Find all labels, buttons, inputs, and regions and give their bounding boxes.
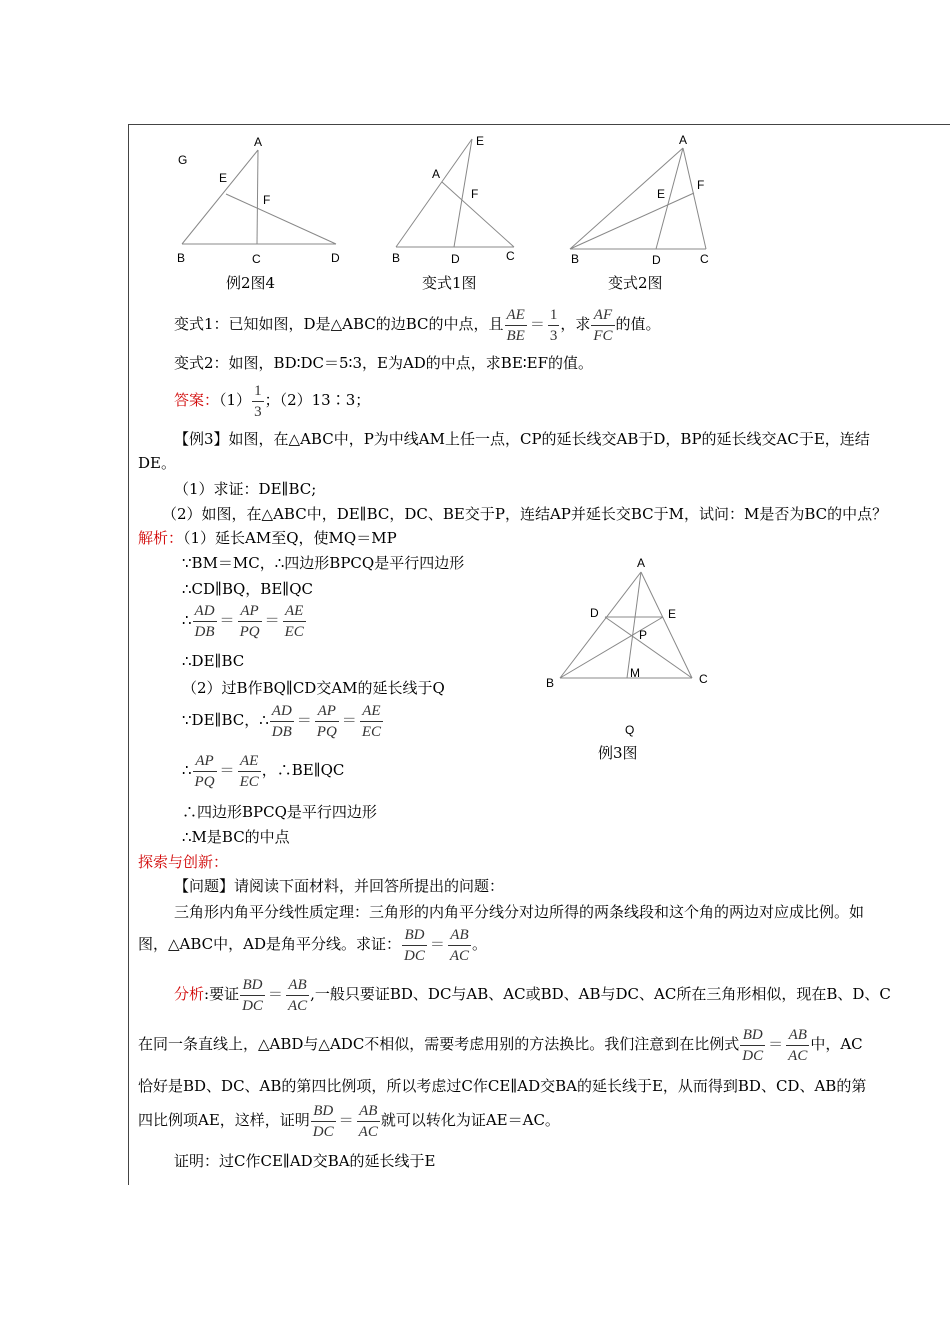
fraction-ab-ac: $\frac{AB}{AC}$	[788, 1026, 808, 1064]
solution-step9: ∴四边形BPCQ是平行四边形	[182, 803, 377, 821]
explore-theorem: 三角形内角平分线性质定理：三角形的内角平分线分对边所得的两条线段和这个角的两边对应成比例。如	[174, 903, 865, 921]
fraction-ad-db: $\frac{AD}{DB}$	[194, 602, 215, 640]
label-D: D	[652, 253, 661, 267]
solution-label: 解析：	[138, 529, 184, 547]
fraction-ab-ac: $\frac{AB}{AC}$	[287, 976, 308, 1014]
label-D: D	[331, 251, 340, 265]
label-P: P	[639, 628, 648, 642]
solution-step1: 解析：（1）延长AM至Q，使MQ＝MP	[138, 529, 397, 547]
solution-step6: （2）过B作BQ∥CD交AM的延长线于Q	[182, 679, 445, 697]
answer-line: 答案：（1） $\frac{1}{3}$ ；（2）13∶3；	[174, 382, 371, 420]
caption-example2-fig4: 例2图4	[226, 274, 276, 292]
fraction-bd-dc: $\frac{BD}{DC}$	[742, 1026, 764, 1064]
fraction-ab-ac: $\frac{AB}{AC}$	[449, 926, 470, 964]
solution-step7: ∵DE∥BC，∴ $\frac{AD}{DB}$ ＝ $\frac{AP}{PQ}$ ＝ $\frac{AE}{EC}$	[182, 702, 381, 740]
label-A: A	[679, 133, 688, 147]
label-E: E	[476, 134, 485, 148]
label-A: A	[637, 556, 646, 570]
example3-question2: （2）如图，在△ABC中，DE∥BC，DC、BE交于P，连结AP并延长交BC于M，试问：M是否为BC的中点？	[162, 505, 888, 523]
figure-example2-fig4	[170, 128, 360, 268]
fraction-ap-pq: $\frac{AP}{PQ}$	[194, 752, 215, 790]
fraction-ae-ec: $\frac{AE}{EC}$	[284, 602, 304, 640]
fraction-ae-ec: $\frac{AE}{EC}$	[361, 702, 381, 740]
fraction-bd-dc: $\frac{BD}{DC}$	[312, 1102, 334, 1140]
label-G: G	[178, 153, 188, 167]
figure-variant2	[564, 128, 724, 268]
analysis-line2: 在同一条直线上，△ABD与△ADC不相似，需要考虑用别的方法换比。我们注意到在比例式 $\frac{BD}{DC}$ ＝ $\frac{AB}{AC}$ 中，AC	[138, 1026, 863, 1064]
variant1-text: 变式1：已知如图，D是△ABC的边BC的中点，且 $\frac{AE}{BE}$ ＝ $\frac{1}{3}$ ，求 $\frac{AF}{FC}$ 的值。	[174, 306, 661, 344]
example3-statement-cont: DE。	[138, 454, 176, 472]
solution-step4: ∴ $\frac{AD}{DB}$ ＝ $\frac{AP}{PQ}$ ＝ $\frac{AE}{EC}$	[182, 602, 304, 640]
label-C: C	[700, 252, 709, 266]
fraction-ad-db: $\frac{AD}{DB}$	[271, 702, 292, 740]
label-B: B	[571, 252, 580, 266]
figure-example3	[540, 552, 720, 742]
caption-variant1: 变式1图	[422, 274, 477, 292]
label-C: C	[252, 252, 261, 266]
caption-example3: 例3图	[598, 744, 638, 762]
label-A: A	[432, 167, 441, 181]
label-B: B	[177, 251, 186, 265]
fraction-answer: $\frac{1}{3}$	[254, 382, 262, 420]
fraction-ab-ac: $\frac{AB}{AC}$	[358, 1102, 378, 1140]
answer-label: 答案：	[174, 391, 220, 409]
example3-question1: （1）求证：DE∥BC;	[174, 480, 317, 498]
label-C: C	[699, 672, 708, 686]
analysis-line4: 四比例项AE，这样，证明 $\frac{BD}{DC}$ ＝ $\frac{AB}{AC}$ 就可以转化为证AE＝AC。	[138, 1102, 560, 1140]
label-F: F	[697, 178, 705, 192]
fraction-ae-be: $\frac{AE}{BE}$	[506, 306, 525, 344]
solution-step10: ∴M是BC的中点	[182, 828, 290, 846]
solution-step5: ∴DE∥BC	[182, 652, 245, 670]
label-C: C	[506, 249, 515, 263]
label-F: F	[471, 187, 479, 201]
explore-theorem-cont: 图，△ABC中，AD是角平分线。求证： $\frac{BD}{DC}$ ＝ $\frac{AB}{AC}$ 。	[138, 926, 488, 964]
fraction-one-third: $\frac{1}{3}$	[549, 306, 558, 344]
solution-step3: ∴CD∥BQ，BE∥QC	[182, 580, 313, 598]
label-E: E	[657, 187, 666, 201]
example3-statement: 【例3】如图，在△ABC中，P为中线AM上任一点，CP的延长线交AB于D，BP的延长线交AC于E，连结	[174, 430, 870, 448]
label-E: E	[219, 171, 228, 185]
variant2-text: 变式2：如图，BD∶DC＝5∶3，E为AD的中点，求BE∶EF的值。	[174, 354, 594, 372]
fraction-bd-dc: $\frac{BD}{DC}$	[242, 976, 263, 1014]
label-E: E	[668, 607, 677, 621]
explore-heading: 探索与创新：	[138, 853, 229, 871]
label-B: B	[546, 676, 555, 690]
label-Q: Q	[625, 723, 635, 737]
solution-step2: ∵BM＝MC，∴四边形BPCQ是平行四边形	[182, 554, 465, 572]
label-D: D	[590, 606, 599, 620]
fraction-ae-ec: $\frac{AE}{EC}$	[239, 752, 259, 790]
label-A: A	[254, 135, 263, 149]
fraction-bd-dc: $\frac{BD}{DC}$	[404, 926, 425, 964]
label-D: D	[451, 252, 460, 266]
fraction-af-fc: $\frac{AF}{FC}$	[593, 306, 613, 344]
analysis-line1: 分析:要证 $\frac{BD}{DC}$ ＝ $\frac{AB}{AC}$ ,一般只要证BD、DC与AB、AC或BD、AB与DC、AC所在三角形相似，现在B、D、C	[174, 976, 891, 1014]
label-B: B	[392, 251, 401, 265]
solution-step8: ∴ $\frac{AP}{PQ}$ ＝ $\frac{AE}{EC}$ ，∴BE∥QC	[182, 752, 345, 790]
caption-variant2: 变式2图	[608, 274, 663, 292]
proof-line: 证明：过C作CE∥AD交BA的延长线于E	[174, 1152, 436, 1170]
analysis-line3: 恰好是BD、DC、AB的第四比例项，所以考虑过C作CE∥AD交BA的延长线于E，从而得到BD、CD、AB的第	[138, 1077, 867, 1095]
figure-variant1	[388, 128, 528, 268]
explore-problem: 【问题】请阅读下面材料，并回答所提出的问题：	[174, 877, 505, 895]
analysis-label: 分析	[174, 985, 205, 1003]
label-M: M	[630, 666, 640, 680]
fraction-ap-pq: $\frac{AP}{PQ}$	[316, 702, 337, 740]
label-F: F	[263, 193, 271, 207]
fraction-ap-pq: $\frac{AP}{PQ}$	[239, 602, 260, 640]
